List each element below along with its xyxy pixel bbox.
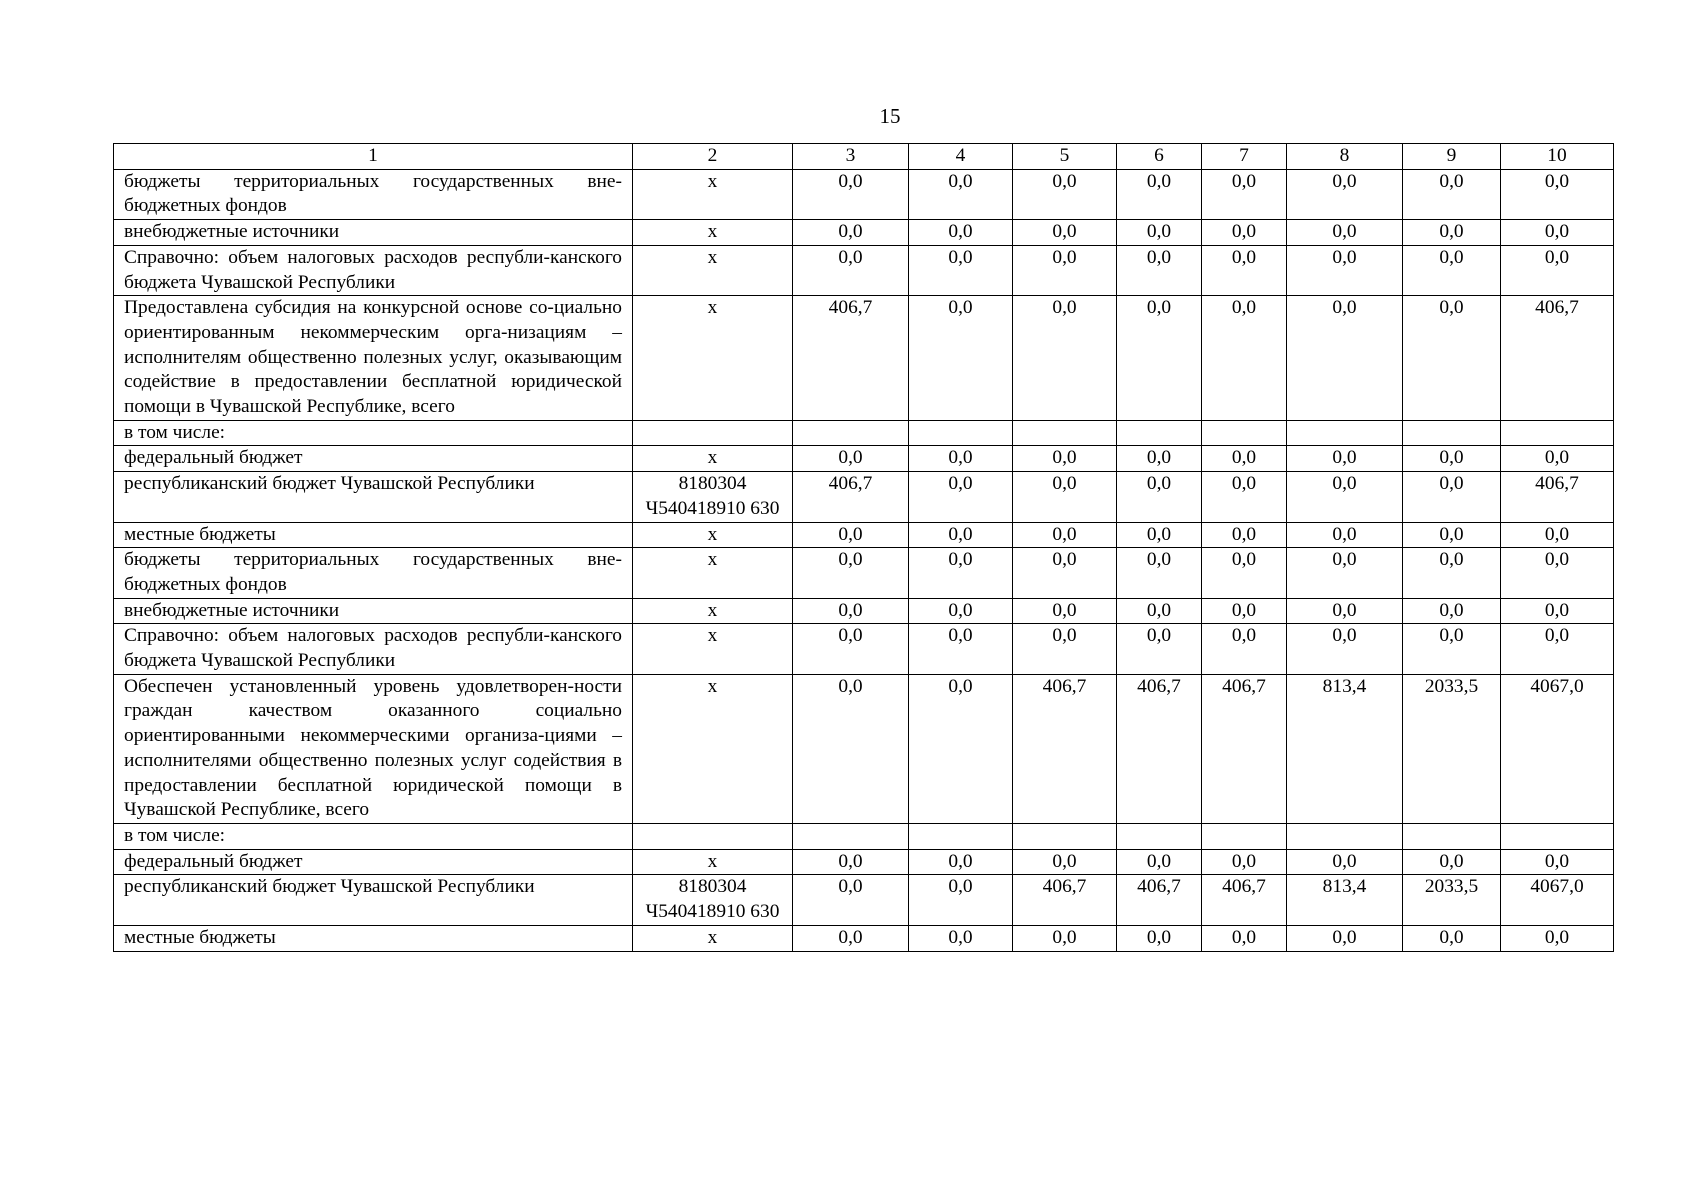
value-cell: 0,0 (1403, 548, 1501, 598)
value-cell: 0,0 (1117, 169, 1202, 219)
value-cell: 0,0 (1117, 598, 1202, 624)
row-label: бюджеты территориальных государственных вне-бюджетных фондов (114, 548, 633, 598)
table-row (114, 169, 1614, 219)
value-cell: 0,0 (1501, 169, 1614, 219)
value-cell: 0,0 (1287, 220, 1403, 246)
value-cell: 406,7 (1013, 875, 1117, 925)
value-cell (793, 823, 909, 849)
value-cell: 0,0 (1202, 522, 1287, 548)
value-cell: 0,0 (1117, 925, 1202, 951)
value-cell (1013, 420, 1117, 446)
value-cell: 0,0 (1403, 522, 1501, 548)
value-cell: 0,0 (1403, 169, 1501, 219)
table-row (114, 823, 1614, 849)
value-cell: 406,7 (1501, 296, 1614, 421)
value-cell: 0,0 (1202, 598, 1287, 624)
value-cell: 0,0 (1013, 849, 1117, 875)
value-cell (1202, 823, 1287, 849)
value-cell: 0,0 (1013, 548, 1117, 598)
value-cell: 0,0 (1403, 598, 1501, 624)
value-cell: 0,0 (1013, 598, 1117, 624)
value-cell: 0,0 (1202, 446, 1287, 472)
row-code: 8180304 Ч540418910 630 (633, 472, 793, 522)
value-cell: 0,0 (1013, 446, 1117, 472)
header-cell: 5 (1013, 144, 1117, 170)
row-code: 8180304 Ч540418910 630 (633, 875, 793, 925)
row-code: x (633, 522, 793, 548)
row-label: республиканский бюджет Чувашской Республики (114, 875, 633, 925)
value-cell: 0,0 (1287, 849, 1403, 875)
value-cell: 0,0 (1013, 296, 1117, 421)
value-cell: 0,0 (1287, 925, 1403, 951)
header-row (114, 144, 1614, 170)
value-cell: 0,0 (909, 624, 1013, 674)
value-cell: 0,0 (1403, 925, 1501, 951)
value-cell: 4067,0 (1501, 875, 1614, 925)
value-cell: 0,0 (1501, 548, 1614, 598)
header-cell: 7 (1202, 144, 1287, 170)
value-cell: 406,7 (1117, 875, 1202, 925)
value-cell (1287, 823, 1403, 849)
value-cell: 0,0 (909, 522, 1013, 548)
row-code (633, 823, 793, 849)
value-cell: 0,0 (909, 220, 1013, 246)
value-cell: 0,0 (1013, 472, 1117, 522)
value-cell: 0,0 (793, 674, 909, 823)
value-cell: 0,0 (909, 472, 1013, 522)
value-cell: 0,0 (793, 925, 909, 951)
value-cell: 0,0 (1117, 220, 1202, 246)
value-cell: 0,0 (1403, 220, 1501, 246)
value-cell: 0,0 (1287, 169, 1403, 219)
header-cell: 8 (1287, 144, 1403, 170)
value-cell: 0,0 (1287, 296, 1403, 421)
value-cell: 0,0 (1403, 296, 1501, 421)
row-code: x (633, 169, 793, 219)
value-cell: 0,0 (793, 548, 909, 598)
value-cell: 0,0 (909, 674, 1013, 823)
row-label: Обеспечен установленный уровень удовлетворен-ности граждан качеством оказанного социально ориентированными некоммерческими организа-циями – исполнителями общественно полезных услуг содействия в предоставлении бесплатной юридической помощи в Чувашской Республике, всего (114, 674, 633, 823)
value-cell: 0,0 (1202, 925, 1287, 951)
value-cell: 0,0 (1501, 446, 1614, 472)
value-cell (909, 823, 1013, 849)
value-cell: 0,0 (1117, 245, 1202, 295)
value-cell: 0,0 (793, 446, 909, 472)
value-cell: 0,0 (793, 220, 909, 246)
row-code: x (633, 245, 793, 295)
value-cell: 0,0 (909, 169, 1013, 219)
table-body (114, 144, 1614, 952)
value-cell: 0,0 (1403, 245, 1501, 295)
value-cell: 0,0 (793, 522, 909, 548)
table-row (114, 598, 1614, 624)
row-label: местные бюджеты (114, 522, 633, 548)
value-cell: 0,0 (909, 245, 1013, 295)
header-cell: 10 (1501, 144, 1614, 170)
value-cell: 0,0 (1403, 849, 1501, 875)
value-cell: 0,0 (909, 446, 1013, 472)
value-cell (1287, 420, 1403, 446)
table-row (114, 472, 1614, 522)
value-cell: 0,0 (793, 849, 909, 875)
value-cell: 0,0 (1501, 849, 1614, 875)
value-cell: 406,7 (793, 472, 909, 522)
value-cell: 0,0 (1403, 624, 1501, 674)
value-cell: 0,0 (1117, 849, 1202, 875)
row-label: Справочно: объем налоговых расходов республи-канского бюджета Чувашской Республики (114, 245, 633, 295)
row-label: внебюджетные источники (114, 598, 633, 624)
header-cell: 4 (909, 144, 1013, 170)
row-label: Справочно: объем налоговых расходов республи-канского бюджета Чувашской Республики (114, 624, 633, 674)
value-cell (1403, 823, 1501, 849)
value-cell: 0,0 (793, 245, 909, 295)
value-cell: 0,0 (1013, 522, 1117, 548)
value-cell: 406,7 (1501, 472, 1614, 522)
table-row (114, 849, 1614, 875)
header-cell: 1 (114, 144, 633, 170)
value-cell: 0,0 (909, 875, 1013, 925)
table-row (114, 522, 1614, 548)
value-cell: 0,0 (909, 925, 1013, 951)
value-cell: 0,0 (909, 849, 1013, 875)
table-row (114, 245, 1614, 295)
table-row (114, 624, 1614, 674)
value-cell: 0,0 (1202, 220, 1287, 246)
value-cell: 0,0 (1202, 296, 1287, 421)
value-cell: 0,0 (1117, 472, 1202, 522)
row-code (633, 420, 793, 446)
table-row (114, 925, 1614, 951)
header-cell: 3 (793, 144, 909, 170)
header-cell: 6 (1117, 144, 1202, 170)
value-cell: 406,7 (1202, 875, 1287, 925)
value-cell: 0,0 (1013, 925, 1117, 951)
value-cell: 0,0 (1013, 220, 1117, 246)
value-cell: 0,0 (1501, 624, 1614, 674)
table-row (114, 420, 1614, 446)
header-cell: 9 (1403, 144, 1501, 170)
value-cell: 0,0 (909, 548, 1013, 598)
value-cell: 0,0 (1501, 220, 1614, 246)
table-row (114, 548, 1614, 598)
value-cell: 0,0 (1287, 624, 1403, 674)
value-cell: 0,0 (1403, 446, 1501, 472)
value-cell: 0,0 (1013, 169, 1117, 219)
value-cell (793, 420, 909, 446)
value-cell: 0,0 (1287, 548, 1403, 598)
value-cell: 0,0 (1287, 522, 1403, 548)
row-code: x (633, 849, 793, 875)
value-cell: 813,4 (1287, 875, 1403, 925)
value-cell (1013, 823, 1117, 849)
row-code: x (633, 220, 793, 246)
value-cell: 406,7 (793, 296, 909, 421)
table-row (114, 674, 1614, 823)
value-cell: 0,0 (793, 169, 909, 219)
value-cell: 0,0 (1501, 598, 1614, 624)
value-cell: 0,0 (1287, 446, 1403, 472)
value-cell: 0,0 (1117, 446, 1202, 472)
value-cell (1202, 420, 1287, 446)
value-cell: 813,4 (1287, 674, 1403, 823)
value-cell: 0,0 (1202, 624, 1287, 674)
table-row (114, 446, 1614, 472)
value-cell: 406,7 (1202, 674, 1287, 823)
value-cell: 0,0 (909, 598, 1013, 624)
value-cell: 0,0 (1202, 849, 1287, 875)
header-cell: 2 (633, 144, 793, 170)
row-label: в том числе: (114, 823, 633, 849)
value-cell: 0,0 (1117, 296, 1202, 421)
row-code: x (633, 548, 793, 598)
table-row (114, 220, 1614, 246)
row-code: x (633, 296, 793, 421)
value-cell: 0,0 (1287, 472, 1403, 522)
value-cell: 4067,0 (1501, 674, 1614, 823)
table-row (114, 875, 1614, 925)
value-cell: 2033,5 (1403, 674, 1501, 823)
row-label: местные бюджеты (114, 925, 633, 951)
value-cell: 0,0 (1287, 598, 1403, 624)
value-cell: 0,0 (793, 624, 909, 674)
table-row (114, 296, 1614, 421)
value-cell: 0,0 (1501, 925, 1614, 951)
value-cell: 0,0 (1117, 548, 1202, 598)
value-cell: 406,7 (1013, 674, 1117, 823)
row-code: x (633, 624, 793, 674)
page-number: 15 (879, 104, 901, 128)
value-cell: 0,0 (1202, 548, 1287, 598)
value-cell: 406,7 (1117, 674, 1202, 823)
value-cell: 0,0 (793, 598, 909, 624)
row-label: федеральный бюджет (114, 849, 633, 875)
row-label: федеральный бюджет (114, 446, 633, 472)
row-code: x (633, 925, 793, 951)
value-cell: 0,0 (1501, 522, 1614, 548)
value-cell: 0,0 (1202, 245, 1287, 295)
value-cell: 0,0 (1013, 245, 1117, 295)
value-cell (909, 420, 1013, 446)
value-cell: 0,0 (1287, 245, 1403, 295)
value-cell: 0,0 (1202, 169, 1287, 219)
row-label: республиканский бюджет Чувашской Республики (114, 472, 633, 522)
row-label: бюджеты территориальных государственных вне-бюджетных фондов (114, 169, 633, 219)
value-cell (1117, 823, 1202, 849)
row-label: Предоставлена субсидия на конкурсной основе со-циально ориентированным некоммерческим орга-низациям – исполнителям общественно полезных услуг, оказывающим содействие в предоставлении бесплатной юридической помощи в Чувашской Республике, всего (114, 296, 633, 421)
value-cell: 0,0 (1403, 472, 1501, 522)
value-cell: 0,0 (1501, 245, 1614, 295)
value-cell (1501, 823, 1614, 849)
value-cell: 0,0 (1117, 624, 1202, 674)
row-code: x (633, 598, 793, 624)
value-cell: 0,0 (1117, 522, 1202, 548)
row-label: в том числе: (114, 420, 633, 446)
row-code: x (633, 674, 793, 823)
value-cell: 0,0 (1013, 624, 1117, 674)
value-cell: 2033,5 (1403, 875, 1501, 925)
value-cell (1403, 420, 1501, 446)
value-cell (1117, 420, 1202, 446)
value-cell: 0,0 (793, 875, 909, 925)
budget-table (113, 143, 1614, 952)
value-cell (1501, 420, 1614, 446)
row-code: x (633, 446, 793, 472)
row-label: внебюджетные источники (114, 220, 633, 246)
value-cell: 0,0 (1202, 472, 1287, 522)
value-cell: 0,0 (909, 296, 1013, 421)
